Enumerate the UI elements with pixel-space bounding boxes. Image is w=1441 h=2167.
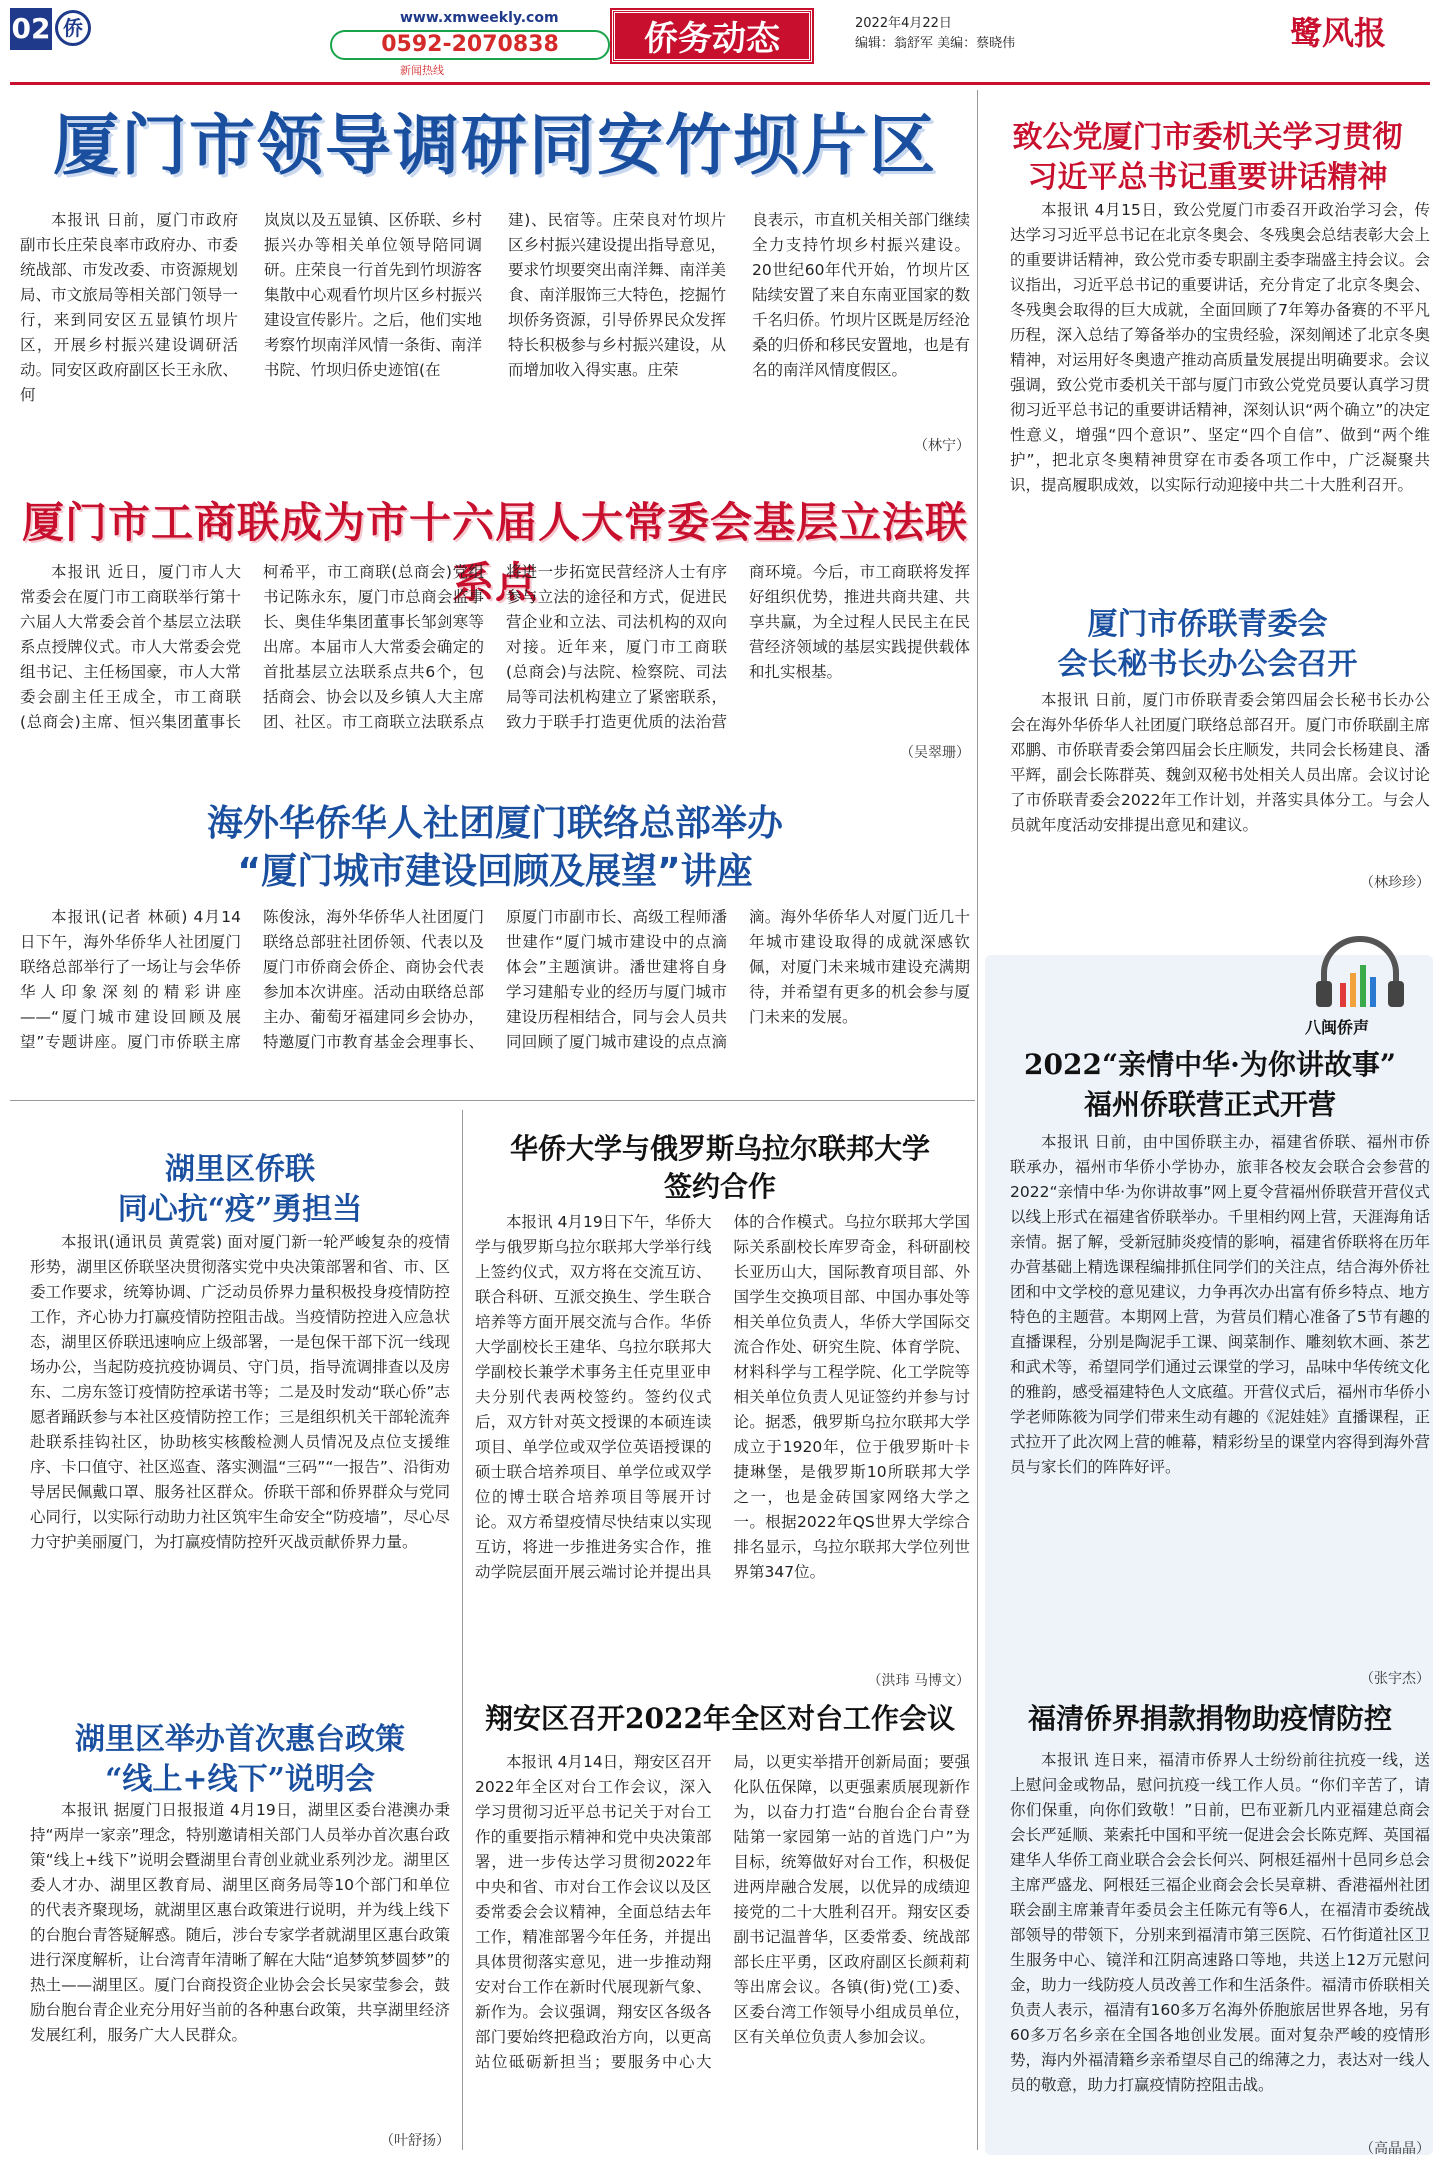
article-body (475, 1210, 970, 1670)
headphones-icon (1310, 935, 1410, 1015)
title-line: 湖里区举办首次惠台政策 (75, 1722, 405, 1757)
title-line: 会长秘书长办公会召开 (1057, 647, 1358, 682)
title-line: 厦门市侨联青委会 (1087, 607, 1328, 642)
article-body (1010, 1748, 1430, 2138)
article-column: 岚岚以及五显镇、区侨联、乡村振兴办等相关单位领导陪同调研。庄荣良一行首先到竹坝游客集散中心观看竹坝片区乡村振兴建设宣传影片。之后，他们实地考察竹坝南洋风情一条街、南洋书院、竹坝归侨史迹馆(在 (264, 211, 482, 379)
issue-date: 2022年4月22日 (855, 16, 952, 31)
title-line: 2022“亲情中华·为你讲故事” (1024, 1048, 1396, 1081)
section-title: 侨务动态 (612, 10, 812, 62)
article-title (30, 1720, 450, 1800)
article-title (470, 1130, 970, 1206)
newspaper-brand: 鹭风报 (1290, 14, 1387, 52)
article-title (30, 1150, 450, 1230)
article-body (30, 1230, 450, 1710)
title-line: 湖里区侨联 (165, 1152, 315, 1187)
title-line: “线上+线下”说明会 (105, 1762, 375, 1797)
article-title: 福清侨界捐款捐物助疫情防控 (1027, 1702, 1392, 1735)
column-divider (462, 1110, 463, 2150)
article-paragraph: 本报讯 连日来，福清市侨界人士纷纷前往抗疫一线，送上慰问金或物品，慰问抗疫一线工作人员。“你们辛苦了，请你们保重，向你们致敬！”日前，巴布亚新几内亚福建总商会会长严延顺、莱索托中国和平统一促进会会长陈克辉、英国福建华人华侨工商业联合会会长何兴、阿根廷福州十邑同乡总会主席严盛龙、阿根廷三福企业商会会长吴章耕、香港福州社团联会副主席兼青年委员会主任陈元有等6人，在福清市委统战部领导的带领下，分别来到福清市第三医院、石竹街道社区卫生服务中心、镜洋和江阴高速路口等地，共送上12万元慰问金，助力一线防疫人员改善工作和生活条件。福清市侨联相关负责人表示，福清有160多万名海外侨胞旅居世界各地，另有60多万名乡亲在全国各地创业发展。面对复杂严峻的疫情形势，海内外福清籍乡亲希望尽自己的绵薄之力，表达对一线人员的敬意，助力打赢疫情防控阻击战。 (1010, 1751, 1430, 2094)
article-title (990, 1045, 1430, 1125)
article-author: （叶舒扬） (380, 2133, 450, 2149)
article-author: （张宇杰） (1360, 1671, 1430, 1687)
article-title: 翔安区召开2022年全区对台工作会议 (485, 1702, 955, 1735)
article-paragraph: 本报讯 4月15日，致公党厦门市委召开政治学习会，传达学习习近平总书记在北京冬奥会、冬残奥会总结表彰大会上的重要讲话精神，致公党市委专职副主委李瑞盛主持会议。会议指出，习近平总书记的重要讲话，充分肯定了北京冬奥会、冬残奥会取得的巨大成就，全面回顾了7年筹办备赛的不平凡历程，深入总结了筹备举办的宝贵经验，深刻阐述了北京冬奥精神，对运用好冬奥遗产推动高质量发展提出明确要求。会议强调，致公党市委机关干部与厦门市致公党党员要认真学习贯彻习近平总书记的重要讲话精神，深刻认识“两个确立”的决定性意义，增强“四个意识”、坚定“四个自信”、做到“两个维护”，把北京冬奥精神贯穿在市委各项工作中，广泛凝聚共识，提高履职成效，以实际行动迎接中共二十大胜利召开。 (1010, 201, 1430, 494)
masthead-rule (10, 82, 1430, 85)
title-line: 华侨大学与俄罗斯乌拉尔联邦大学 (509, 1132, 930, 1165)
article-author: （吴翠珊） (900, 745, 970, 761)
article-paragraph: 本报讯 日前，厦门市侨联青委会第四届会长秘书长办公会在海外华侨华人社团厦门联络总部召开。厦门市侨联副主席邓鹏、市侨联青委会第四届会长庄顺发，共同会长杨建良、潘平辉，副会长陈群英、魏剑双秘书处相关人员出席。会议讨论了市侨联青委会2022年工作计划，并落实具体分工。与会人员就年度活动安排提出意见和建议。 (1010, 691, 1430, 834)
title-line: 福州侨联营正式开营 (1083, 1088, 1336, 1121)
article-body (475, 1750, 970, 2150)
column-divider (977, 90, 978, 2150)
article-column: 建)、民宿等。庄荣良对竹坝片区乡村振兴建设提出指导意见，要求竹坝要突出南洋舞、南洋美食、南洋服饰三大特色，挖掘竹坝侨务资源，引导侨界民众发挥特长积极参与乡村振兴建设，从而增加收入得实惠。庄荣 (508, 211, 726, 379)
title-line: 同心抗“疫”勇担当 (117, 1192, 363, 1227)
article-body (20, 208, 970, 440)
article-author: （林珍珍） (1360, 875, 1430, 891)
article-paragraph: 本报讯 4月19日下午，华侨大学与俄罗斯乌拉尔联邦大学举行线上签约仪式，双方将在交流互访、联合科研、互派交换生、学生联合培养等方面开展交流与合作。华侨大学副校长王建华、乌拉尔联邦大学副校长兼学术事务主任克里亚申夫分别代表两校签约。签约仪式后，双方针对英文授课的本硕连读项目、单学位或双学位英语授课的硕士联合培养项目、单学位或双学位的博士联合培养项目等展开讨论。双方希望疫情尽快结束以实现互访，将进一步推进务实合作，推动学院层面开展云端讨论并提出具体的合作模式。乌拉尔联邦大学国际关系副校长库罗奇金，科研副校长亚历山大，国际教育项目部、外国学生交换项目部、中国办事处等相关单位负责人，华侨大学国际交流合作处、研究生院、体育学院、材料科学与工程学院、化工学院等相关单位负责人见证签约并参与讨论。据悉，俄罗斯乌拉尔联邦大学成立于1920年，位于俄罗斯叶卡捷琳堡，是俄罗斯10所联邦大学之一，也是金砖国家网络大学之一。根据2022年QS世界大学综合排名显示，乌拉尔联邦大学位列世界第347位。 (475, 1213, 970, 1581)
article-column: 良表示，市直机关相关部门继续全力支持竹坝乡村振兴建设。20世纪60年代开始，竹坝片区陆续安置了来自东南亚国家的数千名归侨。竹坝片区既是厉经沧桑的归侨和移民安置地，也是有名的南洋风情度假区。 (752, 211, 970, 379)
article-paragraph: 本报讯 4月14日，翔安区召开2022年全区对台工作会议，深入学习贯彻习近平总书记关于对台工作的重要指示精神和党中央决策部署，进一步传达学习贯彻2022年中央和省、市对台工作会议以及区委常委会会议精神，全面总结去年工作，精准部署今年任务，并提出具体贯彻落实意见，进一步推动翔安对台工作在新时代展现新气象、新作为。会议强调，翔安区各级各部门要始终把稳政治方向，以更高站位砥砺新担当；要服务中心大局，以更实举措开创新局面；要强化队伍保障，以更强素质展现新作为，以奋力打造“台胞台企台青登陆第一家园第一站的首选门户”为目标，统筹做好对台工作，积极促进两岸融合发展，以优异的成绩迎接党的二十大胜利召开。翔安区委副书记温普华，区委常委、统战部部长庄平勇，区政府副区长颜莉莉等出席会议。各镇(街)党(工)委、区委台湾工作领导小组成员单位，区有关单位负责人参加会议。 (475, 1753, 970, 2071)
article-author: （林宁） (914, 438, 970, 454)
article-paragraph: 本报讯(通讯员 黄霓裳) 面对厦门新一轮严峻复杂的疫情形势，湖里区侨联坚决贯彻落实党中央决策部署和省、市、区委工作要求，统筹协调、广泛动员侨界力量积极投身疫情防控工作，齐心协力打赢疫情防控阻击战。当疫情防控进入应急状态，湖里区侨联迅速响应上级部署，一是包保干部下沉一线现场办公，当起防疫抗疫协调员、守门员，指导流调排查以及房东、二房东签订疫情防控承诺书等；二是及时发动“联心侨”志愿者踊跃参与本社区疫情防控工作；三是组织机关干部轮流奔赴联系挂钩社区，协助核实核酸检测人员情况及点位支援维序、卡口值守、社区巡查、落实测温“三码”“一报告”、沿街劝导居民佩戴口罩、服务社区群众。侨联干部和侨界群众与党同心同行，以实际行动助力社区筑牢生命安全“防疫墙”，尽心尽力守护美丽厦门，为打赢疫情防控歼灭战贡献侨界力量。 (30, 1233, 450, 1551)
article-paragraph: 本报讯 日前，由中国侨联主办，福建省侨联、福州市侨联承办，福州市华侨小学协办，旅菲各校友会联合会参营的2022“亲情中华·为你讲故事”网上夏令营福州侨联营开营仪式以线上形式在福建省侨联举办。千里相约网上营，天涯海角话亲情。据了解，受新冠肺炎疫情的影响，福建省侨联将在历年办营基础上精选课程编排抓住同学们的关注点，结合海外侨社团和中文学校的意见建议，力争再次办出富有侨乡特点、地方特色的主题营。本期网上营，为营员们精心准备了5节有趣的直播课程，分别是陶泥手工课、闽菜制作、雕刻软木画、茶艺和武术等，希望同学们通过云课堂的学习，品味中华传统文化的雅韵，感受福建特色人文底蕴。开营仪式后，福州市华侨小学老师陈筱为同学们带来生动有趣的《泥娃娃》直播课程，正式拉开了此次网上营的帷幕，精彩纷呈的课堂内容得到海外营员与家长们的阵阵好评。 (1010, 1133, 1430, 1476)
title-line: 习近平总书记重要讲话精神 (1027, 160, 1388, 195)
article-author: （洪玮 马博文） (867, 1673, 970, 1689)
article-body (20, 905, 970, 1085)
news-hotline: 0592-2070838 (330, 30, 610, 60)
article-body (30, 1798, 450, 2128)
article-title: 厦门市领导调研同安竹坝片区 (53, 107, 937, 184)
title-line: “厦门城市建设回顾及展望”讲座 (237, 851, 753, 892)
editor-credits: 编辑：翁舒军 美编：蔡晓伟 (855, 36, 1016, 51)
title-line: 海外华侨华人社团厦门联络总部举办 (206, 803, 783, 844)
section-divider (10, 1100, 975, 1101)
article-body (1010, 688, 1430, 898)
article-body (20, 560, 970, 770)
website-url[interactable]: www.xmweekly.com (400, 10, 559, 26)
article-author: （高晶晶） (1360, 2141, 1430, 2157)
issue-meta (855, 14, 1015, 54)
hotline-label: 新闻热线 (400, 64, 444, 77)
page-number: 02 (10, 8, 52, 50)
article-title (985, 605, 1430, 685)
article-body (1010, 198, 1430, 558)
article-title (20, 800, 970, 896)
title-line: 致公党厦门市委机关学习贯彻 (1012, 120, 1403, 155)
article-paragraph: 本报讯(记者 林硕) 4月14日下午，海外华侨华人社团厦门联络总部举行了一场让与会华侨华人印象深刻的精彩讲座——“厦门城市建设回顾及展望”专题讲座。厦门市侨联主席陈俊泳，海外华侨华人社团厦门联络总部驻社团侨领、代表以及厦门市侨商会侨企、商协会代表参加本次讲座。活动由联络总部主办、葡萄牙福建同乡会协办，特邀厦门市教育基金会理事长、原厦门市副市长、高级工程师潘世建作“厦门城市建设中的点滴体会”主题演讲。潘世建将自身学习建船专业的经历与厦门城市建设历程相结合，同与会人员共同回顾了厦门城市建设的点点滴滴。海外华侨华人对厦门近几十年城市建设取得的成就深感钦佩，对厦门未来城市建设充满期待，并希望有更多的机会参与厦门未来的发展。 (20, 908, 970, 1051)
article-column: 本报讯 日前，厦门市政府副市长庄荣良率市政府办、市委统战部、市发改委、市资源规划局、市文旅局等相关部门领导一行，来到同安区五显镇竹坝片区，开展乡村振兴建设调研活动。同安区政府副区长王永欣、何 (20, 211, 238, 404)
article-title (985, 118, 1430, 198)
article-paragraph: 本报讯 近日，厦门市人大常委会在厦门市工商联举行第十六届人大常委会首个基层立法联系点授牌仪式。市人大常委会党组书记、主任杨国豪，市人大常委会副主任王成全，市工商联(总商会)主席、恒兴集团董事长柯希平，市工商联(总商会)党组书记陈永东，厦门市总商会监事长、奥佳华集团董事长邹剑寒等出席。本届市人大常委会确定的首批基层立法联系点共6个，包括商会、协会以及乡镇人大主席团、社区。市工商联立法联系点将进一步拓宽民营经济人士有序参与立法的途径和方式，促进民营企业和立法、司法机构的双向对接。近年来，厦门市工商联(总商会)与法院、检察院、司法局等司法机构建立了紧密联系，致力于联手打造更优质的法治营商环境。今后，市工商联将发挥好组织优势，推进共商共建、共享共赢，为全过程人民民主在民营经济领域的基层实践提供载体和扎实根基。 (20, 563, 970, 731)
article-paragraph: 本报讯 据厦门日报报道 4月19日，湖里区委台港澳办秉持“两岸一家亲”理念，特别邀请相关部门人员举办首次惠台政策“线上+线下”说明会暨湖里台青创业就业系列沙龙。湖里区委人才办、湖里区教育局、湖里区商务局等10个部门和单位的代表齐聚现场，就湖里区惠台政策进行说明，并为线上线下的台胞台青答疑解惑。随后，涉台专家学者就湖里区惠台政策进行深度解析，让台湾青年清晰了解在大陆“追梦筑梦圆梦”的热土——湖里区。厦门台商投资企业协会会长吴家莹参会，鼓励台胞台青企业充分用好当前的各种惠台政策，共享湖里经济发展红利，服务广大人民群众。 (30, 1801, 450, 2044)
article-title: 厦门市工商联成为市十六届人大常委会基层立法联系点 (21, 498, 968, 607)
column-badge: 八闽侨声 (1305, 1018, 1370, 1037)
overseas-chinese-logo: 侨 (55, 10, 91, 46)
title-line: 签约合作 (663, 1170, 776, 1203)
article-body (1010, 1130, 1430, 1665)
